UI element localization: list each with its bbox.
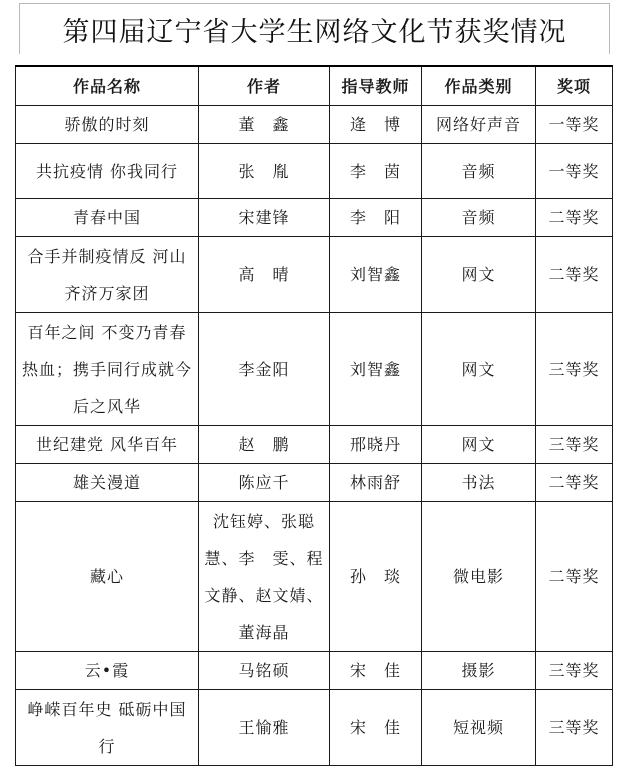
cell-category: 网文 (422, 237, 536, 313)
cell-award: 二等奖 (536, 464, 613, 502)
cell-work: 合手并制疫情反 河山齐济万家团 (16, 237, 199, 313)
cell-award: 三等奖 (536, 426, 613, 464)
cell-author: 张 胤 (199, 144, 330, 199)
cell-work: 骄傲的时刻 (16, 106, 199, 144)
table-header-row (16, 66, 613, 106)
cell-advisor: 孙 琰 (330, 502, 422, 652)
cell-advisor: 李 茵 (330, 144, 422, 199)
table-row (16, 464, 613, 502)
table-row (16, 652, 613, 690)
cell-award: 三等奖 (536, 652, 613, 690)
table-row (16, 313, 613, 426)
cell-category: 音频 (422, 199, 536, 237)
cell-advisor: 邢晓丹 (330, 426, 422, 464)
cell-author: 赵 鹏 (199, 426, 330, 464)
cell-work: 世纪建党 风华百年 (16, 426, 199, 464)
cell-author: 马铭硕 (199, 652, 330, 690)
cell-author: 沈钰婷、张聪慧、李 雯、程文静、赵文婧、董海晶 (199, 502, 330, 652)
cell-author: 董 鑫 (199, 106, 330, 144)
cell-award: 三等奖 (536, 690, 613, 766)
cell-category: 网络好声音 (422, 106, 536, 144)
header-category: 作品类别 (422, 66, 536, 106)
cell-category: 网文 (422, 313, 536, 426)
cell-work: 青春中国 (16, 199, 199, 237)
cell-work: 云•霞 (16, 652, 199, 690)
awards-table (15, 65, 613, 766)
table-row (16, 502, 613, 652)
table-row (16, 144, 613, 199)
cell-award: 一等奖 (536, 144, 613, 199)
cell-advisor: 李 阳 (330, 199, 422, 237)
cell-advisor: 林雨舒 (330, 464, 422, 502)
table-row (16, 106, 613, 144)
document-title: 第四届辽宁省大学生网络文化节获奖情况 (62, 16, 567, 48)
cell-award: 二等奖 (536, 199, 613, 237)
header-advisor: 指导教师 (330, 66, 422, 106)
cell-advisor: 逄 博 (330, 106, 422, 144)
cell-work: 雄关漫道 (16, 464, 199, 502)
cell-category: 网文 (422, 426, 536, 464)
cell-category: 摄影 (422, 652, 536, 690)
cell-advisor: 宋 佳 (330, 652, 422, 690)
cell-author: 高 晴 (199, 237, 330, 313)
cell-category: 书法 (422, 464, 536, 502)
cell-work: 峥嵘百年史 砥砺中国行 (16, 690, 199, 766)
cell-work: 共抗疫情 你我同行 (16, 144, 199, 199)
cell-category: 音频 (422, 144, 536, 199)
cell-advisor: 宋 佳 (330, 690, 422, 766)
cell-category: 微电影 (422, 502, 536, 652)
cell-award: 二等奖 (536, 502, 613, 652)
cell-author: 王愉雅 (199, 690, 330, 766)
table-row (16, 199, 613, 237)
cell-author: 宋建锋 (199, 199, 330, 237)
cell-work: 百年之间 不变乃青春热血；携手同行成就今后之风华 (16, 313, 199, 426)
header-award: 奖项 (536, 66, 613, 106)
table-row (16, 237, 613, 313)
cell-advisor: 刘智鑫 (330, 313, 422, 426)
cell-work: 藏心 (16, 502, 199, 652)
table-row (16, 426, 613, 464)
cell-award: 三等奖 (536, 313, 613, 426)
cell-author: 李金阳 (199, 313, 330, 426)
cell-advisor: 刘智鑫 (330, 237, 422, 313)
title-box (19, 3, 610, 54)
cell-award: 一等奖 (536, 106, 613, 144)
cell-category: 短视频 (422, 690, 536, 766)
cell-award: 二等奖 (536, 237, 613, 313)
header-author: 作者 (199, 66, 330, 106)
table-row (16, 690, 613, 766)
header-work: 作品名称 (16, 66, 199, 106)
cell-author: 陈应千 (199, 464, 330, 502)
